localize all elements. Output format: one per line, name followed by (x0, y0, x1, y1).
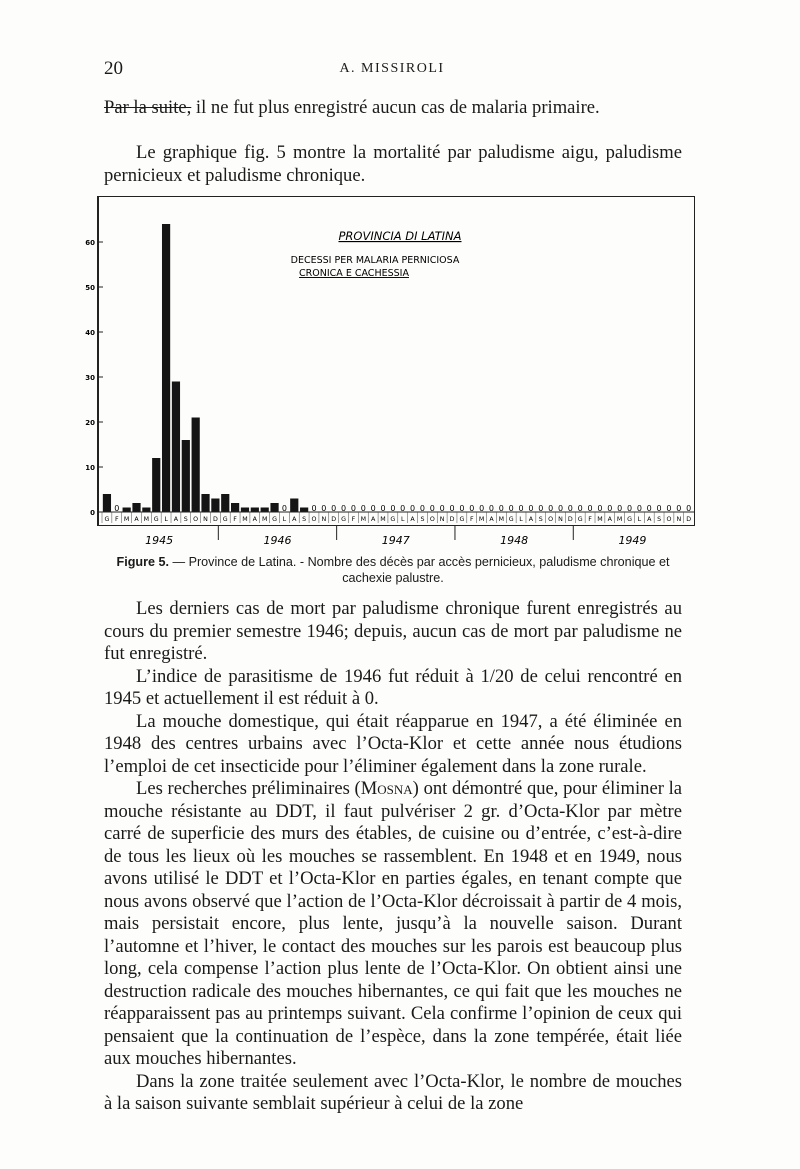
month-label: A (528, 516, 534, 523)
year-label-row (97, 526, 695, 550)
zero-label: 0 (410, 504, 416, 513)
zero-label: 0 (607, 504, 613, 513)
month-label: O (193, 516, 199, 523)
figure-caption (104, 554, 682, 586)
month-label: A (489, 516, 494, 523)
month-label-row (99, 512, 695, 523)
bar (270, 503, 278, 512)
month-label: G (508, 516, 514, 523)
y-tick-label: 40 (85, 329, 95, 337)
month-label: G (153, 516, 159, 523)
body-paragraph-4: Les recherches préliminaires (Mosna) ont démontré que, pour éliminer la mouche résistante au DDT, il faut pulvériser 2 gr. d’Octa-Klor par mètre carré de superficie des murs des étables, de cuisine ou d’entrée, c’est-à-dire de tous les lieux où les mouches se rassemblent. En 1948 et en 1949, nous avons utilisé le DDT et l’Octa-Klor en parties égales, en tenant compte que nous avons observé que l’action de l’Octa-Klor décroissait à partir de 4 mois, mais persistait encore, plus lente, jusqu’à la nouvelle saison. Durant l’automne et l’hiver, le contact des mouches sur les parois est beaucoup plus long, cela compense l’action plus lente de l’Octa-Klor. On obtient ainsi une destruction radicale des mouches hibernantes, ce qui fait que les mouches ne réapparaissent pas au printemps suivant. Cela confirme l’opinion de ceux qui pensaient que la continuation de l’espèce, dans la zone tempérée, était liée aux mouches hibernantes. (104, 778, 683, 1069)
month-label: S (302, 516, 307, 523)
month-label: G (341, 516, 347, 523)
month-label: N (321, 516, 327, 523)
chart-svg (85, 197, 695, 524)
zero-label: 0 (597, 504, 603, 513)
month-label: N (203, 516, 208, 523)
bar (251, 508, 259, 513)
bar (241, 508, 249, 513)
zero-label: 0 (646, 504, 652, 513)
month-label: S (538, 516, 543, 523)
chart-title: PROVINCIA DI LATINA (338, 229, 462, 243)
year-label: 1945 (145, 534, 174, 547)
month-label: F (588, 516, 592, 523)
month-label: L (519, 516, 523, 523)
chart-subtitle-1: DECESSI PER MALARIA PERNICIOSA (290, 255, 460, 266)
zero-label: 0 (488, 504, 495, 513)
bar (231, 503, 239, 512)
month-label: M (360, 516, 367, 523)
bar (123, 508, 131, 513)
month-label: G (390, 516, 396, 523)
month-label: F (469, 516, 474, 523)
zero-label: 0 (617, 504, 623, 513)
page-number: 20 (104, 58, 123, 79)
month-label: A (252, 516, 257, 523)
bar (132, 503, 140, 512)
month-label: L (637, 516, 642, 523)
month-label: A (647, 516, 652, 523)
month-label: G (459, 516, 465, 523)
struck-text: Par la suite, (104, 97, 192, 118)
month-label: A (173, 516, 179, 523)
zero-label: 0 (548, 504, 554, 513)
zero-label: 0 (636, 504, 642, 513)
month-label: D (686, 516, 692, 523)
month-label: M (242, 516, 248, 523)
month-label: M (380, 516, 386, 523)
y-tick-label: 0 (90, 509, 95, 517)
month-label: A (134, 516, 139, 523)
bar (201, 494, 209, 512)
month-label: O (666, 516, 672, 523)
bar (182, 440, 190, 512)
month-label: A (410, 516, 415, 523)
chart-subtitle-2: CRONICA E CACHESSIA (299, 268, 409, 279)
zero-label: 0 (676, 504, 682, 513)
month-label: A (370, 516, 376, 523)
month-label: L (400, 516, 405, 523)
month-label: F (233, 516, 237, 523)
month-label: S (183, 516, 188, 523)
zero-label: 0 (321, 504, 327, 513)
month-label: G (104, 516, 110, 523)
zero-label: 0 (508, 504, 514, 513)
month-label: M (498, 516, 505, 523)
zero-label: 0 (331, 504, 337, 513)
month-label: A (292, 516, 297, 523)
zero-label: 0 (538, 504, 544, 513)
mortality-chart (85, 196, 695, 526)
body-text (104, 598, 682, 1116)
bar (300, 508, 308, 513)
intro-paragraph-1: Par la suite, il ne fut plus enregistré aucun cas de malaria primaire. (104, 97, 600, 118)
zero-label: 0 (528, 504, 534, 513)
intro-paragraph-2: Le graphique fig. 5 montre la mortalité par paludisme aigu, paludisme pernicieux et paludisme chronique. (104, 142, 682, 186)
month-label: O (548, 516, 554, 523)
zero-label: 0 (557, 504, 564, 513)
bar (152, 458, 160, 512)
bar (103, 494, 111, 512)
bar (261, 508, 269, 513)
month-label: M (478, 516, 485, 523)
month-label: D (212, 516, 218, 523)
caption-text: — Province de Latina. - Nombre des décès par accès pernicieux, paludisme chronique et cachexie palustre. (168, 555, 670, 585)
body-paragraph-5: Dans la zone traitée seulement avec l’Octa-Klor, le nombre de mouches à la saison suivante semblait supérieur à celui de la zone (104, 1070, 682, 1114)
zero-label: 0 (587, 504, 593, 513)
zero-label: 0 (656, 504, 662, 513)
zero-label: 0 (479, 504, 485, 513)
caption-label: Figure 5. (116, 555, 169, 569)
zero-label: 0 (341, 504, 347, 513)
bar (290, 499, 298, 513)
month-label: L (164, 516, 168, 523)
month-label: N (439, 516, 445, 523)
month-label: F (351, 516, 356, 523)
year-label: 1948 (500, 534, 529, 547)
month-label: M (616, 516, 623, 523)
month-label: M (261, 516, 268, 523)
month-label: M (597, 516, 603, 523)
zero-label: 0 (114, 504, 120, 513)
body-paragraph-2: L’indice de parasitisme de 1946 fut réduit à 1/20 de celui rencontré en 1945 et actuellement il est réduit à 0. (104, 665, 682, 709)
month-label: L (282, 516, 287, 523)
month-label: D (331, 516, 337, 523)
zero-label: 0 (350, 504, 356, 513)
zero-label: 0 (400, 504, 406, 513)
y-tick-label: 30 (85, 374, 95, 382)
bar (192, 418, 200, 513)
zero-label: 0 (380, 504, 386, 513)
zero-label: 0 (390, 504, 396, 513)
month-label: G (222, 516, 228, 523)
page-header (104, 58, 680, 84)
month-label: S (420, 516, 425, 523)
month-label: A (607, 516, 612, 523)
zero-label: 0 (469, 504, 475, 513)
month-label: D (567, 516, 573, 523)
zero-label: 0 (626, 504, 633, 513)
month-label: O (429, 516, 435, 523)
year-label: 1947 (381, 534, 410, 547)
bar (221, 494, 229, 512)
y-tick-label: 50 (85, 284, 95, 292)
zero-label: 0 (498, 504, 504, 513)
zero-label: 0 (567, 504, 573, 513)
y-axis (85, 239, 103, 517)
running-head: A. MISSIROLI (339, 61, 445, 76)
body-paragraph-3: La mouche domestique, qui était réapparue en 1947, a été éliminée en 1948 des centres urbains avec l’Octa-Klor et cette année nous étudions l’emploi de cet insecticide pour l’éliminer également dans la zone rurale. (104, 710, 682, 777)
zero-label: 0 (449, 504, 455, 513)
body-paragraph-1: Les derniers cas de mort par paludisme chronique furent enregistrés au cours du premier semestre 1946; depuis, aucun cas de mort par paludisme ne fut enregistré. (104, 598, 682, 664)
zero-label: 0 (577, 504, 583, 513)
month-label: O (311, 516, 317, 523)
bar (142, 508, 150, 513)
y-tick-label: 60 (85, 239, 95, 247)
month-label: M (123, 516, 130, 523)
zero-label: 0 (419, 504, 425, 513)
month-label: N (558, 516, 563, 523)
month-label: N (676, 516, 682, 523)
month-label: D (449, 516, 455, 523)
month-label: G (577, 516, 583, 523)
zero-label: 0 (666, 504, 672, 513)
bar (162, 224, 170, 512)
zero-label: 0 (439, 504, 445, 513)
zero-label: 0 (459, 504, 465, 513)
zero-label: 0 (370, 504, 376, 513)
month-label: G (627, 516, 632, 523)
month-label: G (272, 516, 277, 523)
month-label: S (657, 516, 662, 523)
zero-label: 0 (281, 504, 287, 513)
month-label: M (143, 516, 150, 523)
zero-label: 0 (686, 504, 692, 513)
y-tick-label: 20 (85, 419, 95, 427)
zero-label: 0 (429, 504, 435, 513)
zero-label: 0 (311, 504, 317, 513)
author-name: Mosna (360, 778, 413, 799)
bar (172, 382, 180, 513)
month-label: F (114, 516, 119, 523)
year-label: 1949 (618, 534, 647, 547)
y-tick-label: 10 (85, 464, 95, 472)
bar (211, 499, 219, 513)
year-label: 1946 (263, 534, 292, 547)
zero-label: 0 (518, 504, 524, 513)
zero-label: 0 (360, 504, 366, 513)
